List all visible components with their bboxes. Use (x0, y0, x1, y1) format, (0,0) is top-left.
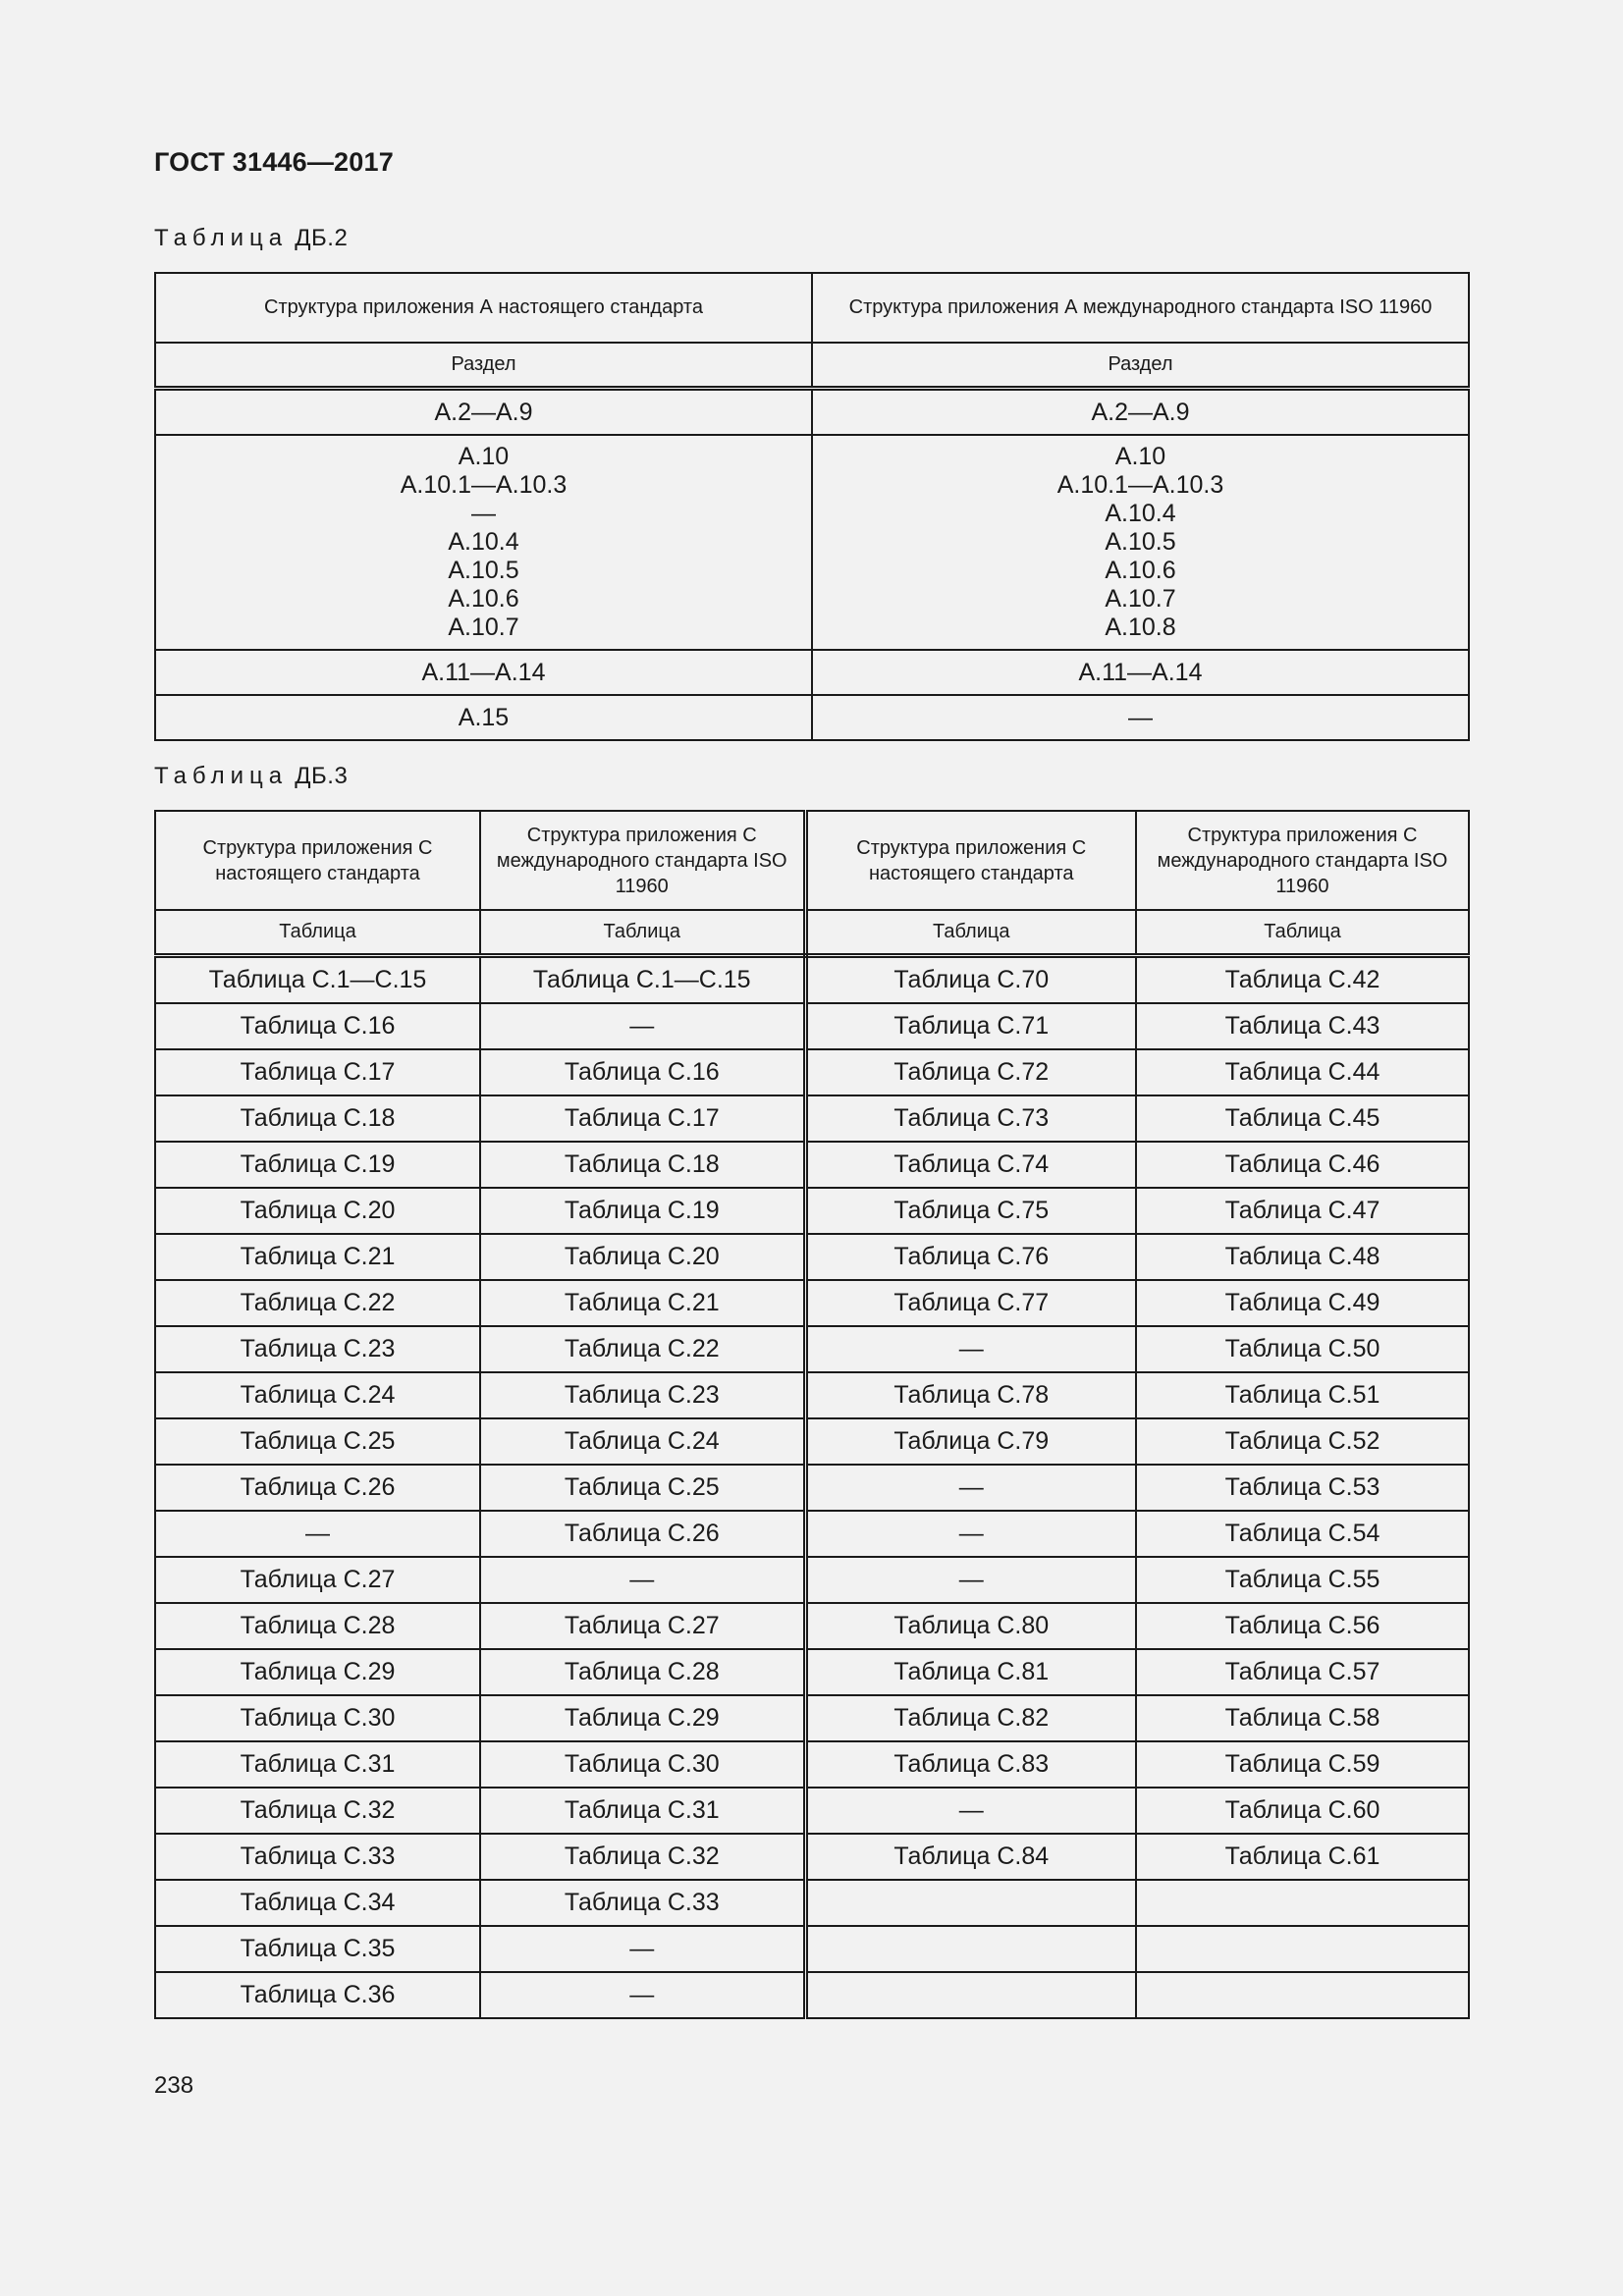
table-row (155, 435, 1469, 650)
table-cell-col4: Таблица С.57 (1136, 1649, 1469, 1695)
table-cell-col3: Таблица С.76 (805, 1234, 1136, 1280)
table-row (155, 1972, 1469, 2018)
table-cell-col1: Таблица С.26 (155, 1465, 480, 1511)
table-cell-col1: Таблица С.23 (155, 1326, 480, 1372)
table-cell-col1: Таблица С.29 (155, 1649, 480, 1695)
table-row (155, 389, 1469, 436)
cell-line: — (1128, 703, 1153, 731)
table-cell-col1: Таблица С.35 (155, 1926, 480, 1972)
table-row (155, 1418, 1469, 1465)
table-cell-col2: — (480, 1972, 805, 2018)
table-db3-caption-word: Таблица (154, 763, 289, 789)
table-cell-col3: — (805, 1788, 1136, 1834)
table-row (155, 1003, 1469, 1049)
cell-line: А.11—А.14 (1078, 658, 1203, 686)
table-cell-col4: Таблица С.60 (1136, 1788, 1469, 1834)
table-cell-col3: Таблица С.78 (805, 1372, 1136, 1418)
table-db3-subheader-1: Таблица (155, 910, 480, 956)
table-row (155, 1695, 1469, 1741)
table-cell-right (812, 435, 1469, 650)
table-db3-header-4: Структура приложения С международного стандарта ISO 11960 (1136, 811, 1469, 910)
table-cell-col2: Таблица С.22 (480, 1326, 805, 1372)
table-cell-col3: — (805, 1326, 1136, 1372)
table-cell-col3: Таблица С.80 (805, 1603, 1136, 1649)
table-row (155, 1741, 1469, 1788)
table-cell-col3: Таблица С.79 (805, 1418, 1136, 1465)
table-cell-col1: Таблица С.18 (155, 1095, 480, 1142)
table-cell-col1: Таблица С.31 (155, 1741, 480, 1788)
table-db3-subheader-4: Таблица (1136, 910, 1469, 956)
table-cell-col2: Таблица С.25 (480, 1465, 805, 1511)
cell-line: А.10.7 (1105, 585, 1176, 613)
table-cell-right (812, 695, 1469, 740)
table-cell-col3: Таблица С.73 (805, 1095, 1136, 1142)
table-cell-col1: Таблица С.27 (155, 1557, 480, 1603)
table-row (155, 1326, 1469, 1372)
table-cell-col1: Таблица С.33 (155, 1834, 480, 1880)
table-db3-header-3: Структура приложения С настоящего стандарта (805, 811, 1136, 910)
table-row (155, 956, 1469, 1004)
table-cell-col4: Таблица С.56 (1136, 1603, 1469, 1649)
table-cell-left (155, 650, 812, 695)
table-db2-header-left: Структура приложения А настоящего стандарта (155, 273, 812, 343)
table-cell-col2: Таблица С.18 (480, 1142, 805, 1188)
table-cell-col3: Таблица С.84 (805, 1834, 1136, 1880)
table-cell-col4: Таблица С.58 (1136, 1695, 1469, 1741)
table-cell-col1: Таблица С.34 (155, 1880, 480, 1926)
cell-line: А.10.6 (1105, 557, 1176, 584)
table-row (155, 1926, 1469, 1972)
table-cell-col4: Таблица С.49 (1136, 1280, 1469, 1326)
table-db2-caption (154, 225, 348, 252)
table-cell-col2: Таблица С.28 (480, 1649, 805, 1695)
cell-line: А.10 (458, 443, 510, 470)
table-cell-col4: Таблица С.54 (1136, 1511, 1469, 1557)
table-cell-col4: Таблица С.43 (1136, 1003, 1469, 1049)
table-cell-col3: Таблица С.81 (805, 1649, 1136, 1695)
table-cell-col4 (1136, 1972, 1469, 2018)
table-cell-col4: Таблица С.55 (1136, 1557, 1469, 1603)
table-cell-col2: Таблица С.21 (480, 1280, 805, 1326)
table-db3-header-2: Структура приложения С международного стандарта ISO 11960 (480, 811, 805, 910)
table-row (155, 1372, 1469, 1418)
table-cell-col3: Таблица С.77 (805, 1280, 1136, 1326)
table-cell-col1: — (155, 1511, 480, 1557)
table-db3 (154, 810, 1470, 2019)
table-cell-col1: Таблица С.25 (155, 1418, 480, 1465)
table-cell-col4: Таблица С.51 (1136, 1372, 1469, 1418)
cell-line: — (471, 500, 496, 527)
table-row (155, 695, 1469, 740)
table-row (155, 650, 1469, 695)
table-row (155, 1142, 1469, 1188)
cell-line: А.11—А.14 (421, 658, 546, 686)
table-row (155, 1095, 1469, 1142)
table-row (155, 1880, 1469, 1926)
table-row (155, 1557, 1469, 1603)
table-cell-col3: Таблица С.72 (805, 1049, 1136, 1095)
table-cell-col4: Таблица С.46 (1136, 1142, 1469, 1188)
table-cell-col2: Таблица С.31 (480, 1788, 805, 1834)
table-cell-col1: Таблица С.21 (155, 1234, 480, 1280)
table-db2-caption-id: ДБ.2 (295, 225, 349, 251)
table-cell-col2: Таблица С.33 (480, 1880, 805, 1926)
table-cell-col2: — (480, 1557, 805, 1603)
table-cell-col2: Таблица С.19 (480, 1188, 805, 1234)
table-cell-col1: Таблица С.32 (155, 1788, 480, 1834)
table-cell-col3: Таблица С.75 (805, 1188, 1136, 1234)
table-cell-col2: — (480, 1926, 805, 1972)
table-cell-col3: Таблица С.83 (805, 1741, 1136, 1788)
table-db3-caption-id: ДБ.3 (295, 763, 349, 789)
table-cell-col3 (805, 1926, 1136, 1972)
cell-line: А.10.6 (448, 585, 519, 613)
table-cell-col4: Таблица С.53 (1136, 1465, 1469, 1511)
cell-line: А.15 (458, 703, 510, 731)
table-cell-col2: Таблица С.30 (480, 1741, 805, 1788)
table-cell-col3: — (805, 1465, 1136, 1511)
table-db2 (154, 272, 1470, 741)
table-cell-right (812, 389, 1469, 436)
table-cell-col2: Таблица С.1—С.15 (480, 956, 805, 1004)
table-cell-col2: Таблица С.29 (480, 1695, 805, 1741)
table-cell-col4: Таблица С.52 (1136, 1418, 1469, 1465)
table-cell-col1: Таблица С.17 (155, 1049, 480, 1095)
table-cell-left (155, 695, 812, 740)
table-cell-col1: Таблица С.30 (155, 1695, 480, 1741)
table-cell-col4: Таблица С.45 (1136, 1095, 1469, 1142)
table-cell-col1: Таблица С.20 (155, 1188, 480, 1234)
table-cell-col1: Таблица С.28 (155, 1603, 480, 1649)
table-cell-col3: Таблица С.74 (805, 1142, 1136, 1188)
table-row (155, 1788, 1469, 1834)
table-row (155, 1649, 1469, 1695)
table-row (155, 1049, 1469, 1095)
cell-line: А.10.1—А.10.3 (1056, 471, 1224, 499)
cell-line: А.10.8 (1105, 614, 1176, 641)
cell-line: А.10.5 (448, 557, 519, 584)
table-cell-col1: Таблица С.24 (155, 1372, 480, 1418)
table-cell-col2: Таблица С.20 (480, 1234, 805, 1280)
table-cell-col2: Таблица С.32 (480, 1834, 805, 1880)
table-row (155, 1834, 1469, 1880)
table-cell-col3: Таблица С.70 (805, 956, 1136, 1004)
table-cell-col3: Таблица С.71 (805, 1003, 1136, 1049)
table-row (155, 1465, 1469, 1511)
table-db2-header-right: Структура приложения А международного стандарта ISO 11960 (812, 273, 1469, 343)
table-cell-col4 (1136, 1926, 1469, 1972)
table-cell-col3: — (805, 1511, 1136, 1557)
table-cell-col2: Таблица С.26 (480, 1511, 805, 1557)
table-db2-subheader-right: Раздел (812, 343, 1469, 389)
table-db2-subheader-left: Раздел (155, 343, 812, 389)
table-row (155, 1511, 1469, 1557)
table-cell-col1: Таблица С.36 (155, 1972, 480, 2018)
table-cell-col1: Таблица С.22 (155, 1280, 480, 1326)
cell-line: А.10 (1114, 443, 1166, 470)
cell-line: А.10.5 (1105, 528, 1176, 556)
table-db2-caption-word: Таблица (154, 225, 289, 251)
table-cell-col2: — (480, 1003, 805, 1049)
table-cell-col2: Таблица С.17 (480, 1095, 805, 1142)
table-cell-col4: Таблица С.61 (1136, 1834, 1469, 1880)
table-cell-col4: Таблица С.59 (1136, 1741, 1469, 1788)
cell-line: А.10.7 (448, 614, 519, 641)
cell-line: А.2—А.9 (1091, 398, 1190, 426)
table-cell-right (812, 650, 1469, 695)
page-number: 238 (154, 2072, 194, 2099)
table-row (155, 1280, 1469, 1326)
table-row (155, 1188, 1469, 1234)
table-cell-left (155, 435, 812, 650)
table-cell-col2: Таблица С.27 (480, 1603, 805, 1649)
cell-line: А.2—А.9 (434, 398, 533, 426)
table-cell-col4: Таблица С.50 (1136, 1326, 1469, 1372)
table-cell-col4 (1136, 1880, 1469, 1926)
table-cell-col1: Таблица С.1—С.15 (155, 956, 480, 1004)
table-cell-col3: Таблица С.82 (805, 1695, 1136, 1741)
table-cell-col1: Таблица С.19 (155, 1142, 480, 1188)
table-row (155, 1603, 1469, 1649)
table-cell-col3 (805, 1972, 1136, 2018)
cell-line: А.10.4 (1105, 500, 1176, 527)
table-cell-col4: Таблица С.42 (1136, 956, 1469, 1004)
table-cell-col2: Таблица С.16 (480, 1049, 805, 1095)
table-db3-header-1: Структура приложения С настоящего стандарта (155, 811, 480, 910)
table-cell-col4: Таблица С.44 (1136, 1049, 1469, 1095)
table-cell-col3: — (805, 1557, 1136, 1603)
table-cell-col2: Таблица С.23 (480, 1372, 805, 1418)
table-db3-caption (154, 763, 348, 790)
cell-line: А.10.4 (448, 528, 519, 556)
table-cell-col3 (805, 1880, 1136, 1926)
table-row (155, 1234, 1469, 1280)
table-cell-col2: Таблица С.24 (480, 1418, 805, 1465)
cell-line: А.10.1—А.10.3 (400, 471, 568, 499)
table-db3-subheader-3: Таблица (805, 910, 1136, 956)
table-cell-left (155, 389, 812, 436)
document-header: ГОСТ 31446—2017 (154, 147, 394, 177)
table-cell-col4: Таблица С.47 (1136, 1188, 1469, 1234)
table-cell-col4: Таблица С.48 (1136, 1234, 1469, 1280)
table-cell-col1: Таблица С.16 (155, 1003, 480, 1049)
table-db3-subheader-2: Таблица (480, 910, 805, 956)
